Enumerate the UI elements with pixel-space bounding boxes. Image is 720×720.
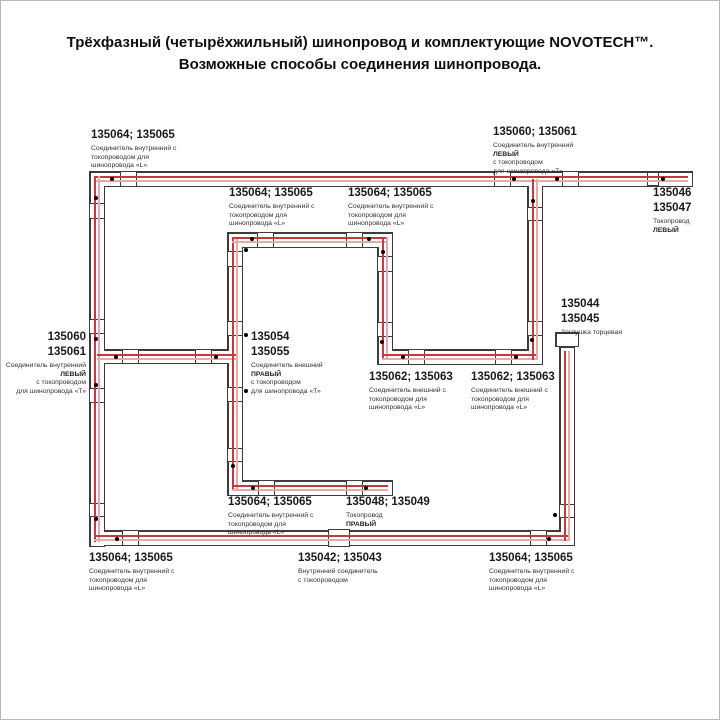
track-connector-18 [408,349,425,365]
part-numbers: 135064; 135065 [228,496,312,508]
track-connector-5 [89,319,105,334]
part-label-1 [493,125,577,176]
part-description [489,568,574,594]
track-connector-3 [647,172,659,186]
conductor-line [94,176,688,178]
part-numbers: 135060 [47,331,86,343]
track-connector-9 [195,349,212,364]
part-description-line: Внутренний соединитель [298,568,378,575]
part-description-line: ПРАВЫЙ [251,370,282,378]
part-description-line: токопроводом для [471,395,529,403]
part-description-line: ЛЕВЫЙ [653,226,679,234]
part-numbers: 135042; 135043 [298,552,382,564]
conductor-line [386,237,388,360]
junction-dot [94,383,98,387]
track-connector-25 [328,529,350,547]
part-label-4 [348,186,433,229]
junction-dot [250,237,254,241]
part-numbers: 135045 [561,313,600,325]
part-description-line: Соединитель внешний с [471,387,548,394]
part-numbers: 135054 [251,331,290,343]
part-description [493,142,577,176]
track-connector-10 [227,251,243,267]
track-connector-17 [377,322,393,337]
junction-dot [553,513,557,517]
part-description-line: с токопроводом [251,379,301,387]
part-label-9 [471,370,555,413]
junction-dot [364,486,368,490]
junction-dot [114,355,118,359]
part-description-line: шинопровода «L» [348,220,405,228]
part-numbers: 135047 [653,202,692,214]
track-connector-26 [530,530,547,546]
part-numbers: 135064; 135065 [489,552,573,564]
part-description-line: шинопровода «L» [489,585,546,593]
part-description [91,145,176,171]
part-description-line: шинопровода «L» [228,529,285,537]
track-connector-20 [527,207,543,221]
part-description-line: токопроводом для [489,576,547,584]
diagram-canvas [1,1,719,719]
part-description [561,329,622,338]
track-connector-27 [559,504,575,518]
junction-dot [110,177,114,181]
part-label-0 [91,128,176,171]
part-description-line: Соединитель внутренний [5,362,86,369]
part-label-14 [489,551,574,594]
track-segment-top-track [91,173,692,186]
part-description [89,568,174,594]
part-description-line: Токопровод [653,218,690,225]
part-description-line: с токопроводом [36,379,86,387]
part-label-8 [369,370,453,413]
part-description-line: шинопровода «L» [89,585,146,593]
part-numbers: 135062; 135063 [369,371,453,383]
part-description-line: шинопровода «L» [369,404,426,412]
part-description [346,512,430,529]
part-numbers: 135064; 135065 [89,552,173,564]
conductor-line [536,179,538,360]
part-description-line: ПРАВЫЙ [346,520,377,528]
part-description-line: Соединитель внешний с [369,387,446,394]
part-numbers: 135046 [653,187,692,199]
part-description-line: Соединитель внутренний с [228,512,314,519]
part-label-6 [251,330,323,396]
part-description-line: ЛЕВЫЙ [493,150,519,158]
part-numbers: 135062; 135063 [471,371,555,383]
junction-dot [94,196,98,200]
part-numbers: 135044 [561,298,600,310]
part-description-line: шинопровода «L» [471,404,528,412]
part-description [6,362,86,396]
junction-dot [530,338,534,342]
track-connector-22 [258,480,275,496]
track-connector-8 [122,349,139,364]
part-description-line: токопроводом для [91,153,149,161]
junction-dot [531,199,535,203]
part-description-line: шинопровода «L» [91,162,148,170]
part-numbers: 135064; 135065 [229,187,313,199]
part-description [229,203,314,229]
part-description-line: токопроводом для [89,576,147,584]
part-description-line: токопроводом для [369,395,427,403]
part-description [369,387,453,413]
junction-dot [401,355,405,359]
track-connector-16 [377,256,393,272]
part-label-5 [6,330,86,396]
part-description-line: для шинопровода «Т» [493,167,563,175]
part-description-line: Соединитель внутренний с [348,203,434,210]
title-line-2: Возможные способы соединения шинопровода. [178,56,542,73]
junction-dot [514,355,518,359]
conductor-line [568,351,570,541]
part-description-line: с токопроводом [298,576,348,584]
junction-dot [214,355,218,359]
part-description [298,568,382,585]
part-description-line: ЛЕВЫЙ [60,370,86,378]
part-description [251,362,323,396]
part-description-line: Соединитель внутренний с [489,568,575,575]
conductor-line [236,237,238,491]
junction-dot [231,464,235,468]
part-description-line: Соединитель внешний [251,362,323,369]
conductor-line [232,237,234,491]
part-description [471,387,555,413]
part-numbers: 135055 [251,346,290,358]
part-description-line: для шинопровода «Т» [16,387,86,395]
conductor-line [94,535,570,537]
part-description [653,218,691,235]
part-description [228,512,313,538]
part-label-3 [229,186,314,229]
title-line-1: Трёхфазный (четырёхжильный) шинопровод и комплектующие NOVOTECH™. [66,34,654,51]
part-label-10 [228,495,313,538]
part-description-line: шинопровода «L» [229,220,286,228]
junction-dot [380,340,384,344]
part-description [348,203,433,229]
track-connector-7 [89,503,105,517]
part-numbers: 135064; 135065 [348,187,432,199]
part-description-line: токопроводом для [229,211,287,219]
part-description-line: Токопровод [346,512,383,519]
junction-dot [244,389,248,393]
part-description-line: токопроводом для [228,520,286,528]
part-label-7 [561,297,622,338]
junction-dot [512,177,516,181]
track-connector-11 [227,321,243,336]
part-description-line: токопроводом для [348,211,406,219]
conductor-line [232,237,388,239]
track-connector-23 [346,480,363,496]
conductor-line [564,351,566,541]
track-connector-13 [227,448,243,462]
part-label-13 [298,551,382,585]
track-connector-4 [89,203,105,219]
junction-dot [661,177,665,181]
conductor-line [94,539,570,541]
part-label-12 [89,551,174,594]
part-description-line: Заглушка торцевая [561,329,623,336]
conductor-line [94,176,96,542]
track-connector-21 [527,321,543,336]
part-description-line: Соединитель внутренний с [89,568,175,575]
junction-dot [244,333,248,337]
part-description-line: Соединитель внутренний с [91,145,177,152]
part-numbers: 135061 [47,346,86,358]
track-connector-14 [257,232,274,248]
conductor-line [232,241,388,243]
part-label-2 [653,186,691,235]
track-connector-12 [227,387,243,402]
part-description-line: для шинопровода «Т» [251,387,321,395]
part-numbers: 135060; 135061 [493,126,577,138]
track-connector-19 [495,349,512,365]
junction-dot [555,177,559,181]
junction-dot [244,248,248,252]
part-description-line: Соединитель внутренний с [229,203,315,210]
part-description-line: с токопроводом [493,159,543,167]
track-connector-15 [346,232,363,248]
track-connector-0 [120,171,137,187]
conductor-line [94,180,688,182]
junction-dot [251,486,255,490]
part-label-11 [346,495,430,529]
junction-dot [115,537,119,541]
part-numbers: 135048; 135049 [346,496,430,508]
track-connector-6 [89,388,105,403]
junction-dot [381,250,385,254]
part-numbers: 135064; 135065 [91,129,175,141]
junction-dot [367,237,371,241]
junction-dot [547,537,551,541]
track-connector-24 [122,530,139,546]
junction-dot [94,337,98,341]
conductor-line [532,179,534,360]
junction-dot [94,517,98,521]
part-description-line: Соединитель внутренний [493,142,574,149]
